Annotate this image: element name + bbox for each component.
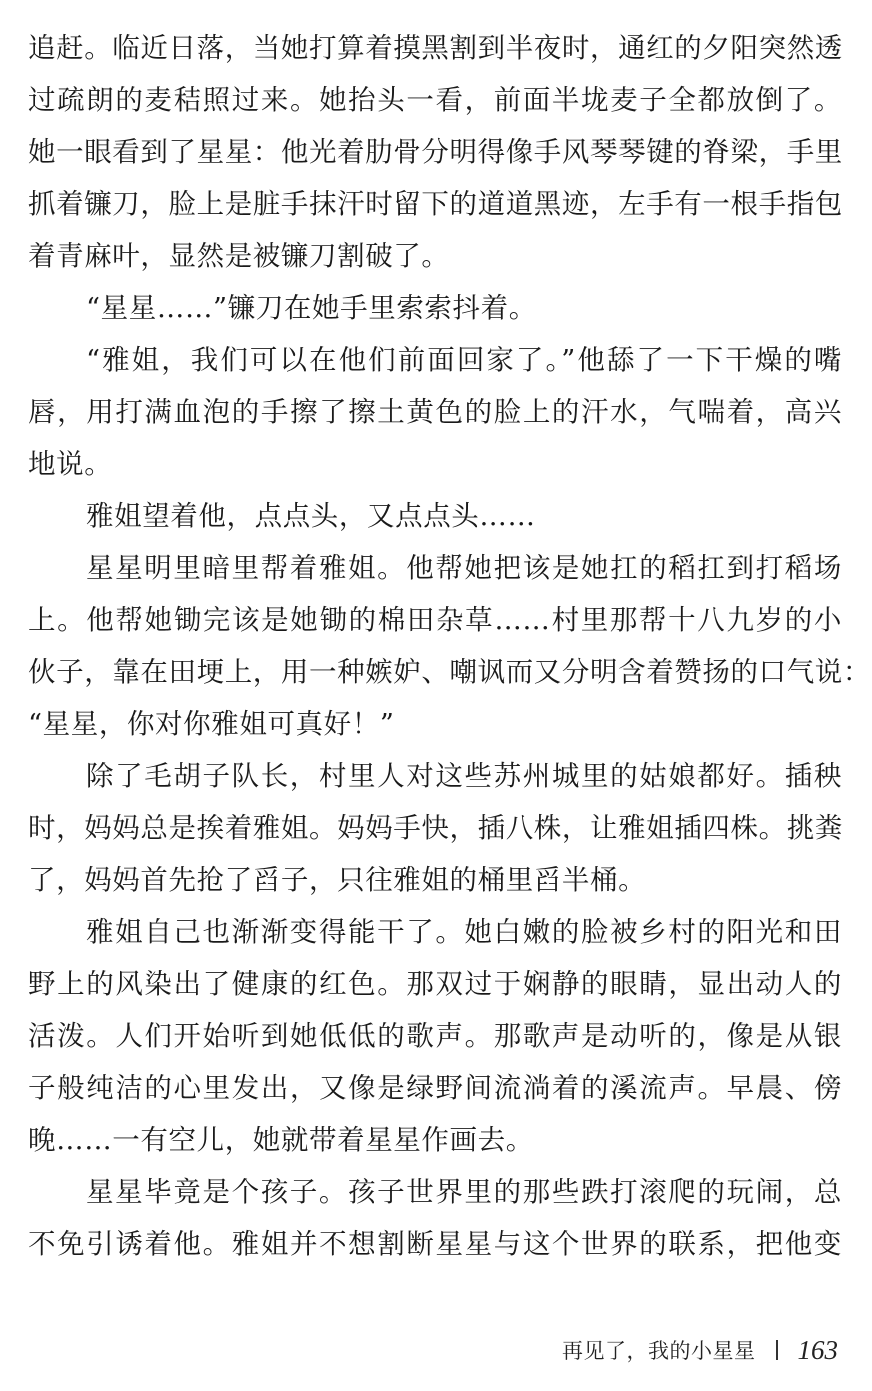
text-line: 地说。 xyxy=(28,448,113,480)
text-line: 星星毕竟是个孩子。孩子世界里的那些跌打滚爬的玩闹，总 xyxy=(86,1176,842,1208)
text-line: 过疏朗的麦秸照过来。她抬头一看，前面半垅麦子全都放倒了。 xyxy=(28,84,842,116)
text-line: 着青麻叶，显然是被镰刀割破了。 xyxy=(28,240,450,272)
text-line: 上。他帮她锄完该是她锄的棉田杂草……村里那帮十八九岁的小 xyxy=(28,604,842,636)
paragraph xyxy=(28,750,842,906)
text-line: 除了毛胡子队长，村里人对这些苏州城里的姑娘都好。插秧 xyxy=(86,760,842,792)
text-line: 了，妈妈首先抢了舀子，只往雅姐的桶里舀半桶。 xyxy=(28,864,647,896)
text-line: 雅姐望着他，点点头，又点点头…… xyxy=(86,500,536,532)
text-line: 雅姐自己也渐渐变得能干了。她白嫩的脸被乡村的阳光和田 xyxy=(86,916,842,948)
paragraph xyxy=(28,490,842,542)
running-footer-chapter-title: 再见了，我的小星星 xyxy=(562,1339,756,1363)
text-line: 时，妈妈总是挨着雅姐。妈妈手快，插八株，让雅姐插四株。挑粪 xyxy=(28,812,843,844)
text-line: 子般纯洁的心里发出，又像是绿野间流淌着的溪流声。早晨、傍 xyxy=(28,1072,842,1104)
paragraph xyxy=(28,542,871,750)
paragraph xyxy=(28,22,842,282)
paragraph xyxy=(28,1166,842,1270)
text-line: 追赶。临近日落，当她打算着摸黑割到半夜时，通红的夕阳突然透 xyxy=(28,32,843,64)
page-footer xyxy=(562,1333,838,1367)
text-line: 活泼。人们开始听到她低低的歌声。那歌声是动听的，像是从银 xyxy=(28,1020,842,1052)
text-line: 她一眼看到了星星：他光着肋骨分明得像手风琴琴键的脊梁，手里 xyxy=(28,136,843,168)
text-line: 抓着镰刀，脸上是脏手抹汗时留下的道道黑迹，左手有一根手指包 xyxy=(28,188,843,220)
text-line: “星星……”镰刀在她手里索索抖着。 xyxy=(86,292,537,324)
text-line: 星星明里暗里帮着雅姐。他帮她把该是她扛的稻扛到打稻场 xyxy=(86,552,842,584)
text-line: 晚……一有空儿，她就带着星星作画去。 xyxy=(28,1124,534,1156)
text-line: 唇，用打满血泡的手擦了擦土黄色的脸上的汗水，气喘着，高兴 xyxy=(28,396,842,428)
text-line: 不免引诱着他。雅姐并不想割断星星与这个世界的联系，把他变 xyxy=(28,1228,842,1260)
paragraph xyxy=(28,334,842,490)
text-line: “星星，你对你雅姐可真好！” xyxy=(28,708,395,740)
footer-divider xyxy=(776,1340,778,1360)
page-number: 163 xyxy=(797,1334,838,1365)
paragraph xyxy=(28,282,842,334)
text-line: “雅姐，我们可以在他们前面回家了。”他舔了一下干燥的嘴 xyxy=(86,344,842,376)
page-body xyxy=(28,22,871,1270)
paragraph xyxy=(28,906,842,1166)
text-line: 伙子，靠在田埂上，用一种嫉妒、嘲讽而又分明含着赞扬的口气说： xyxy=(28,656,871,688)
text-line: 野上的风染出了健康的红色。那双过于娴静的眼睛，显出动人的 xyxy=(28,968,842,1000)
